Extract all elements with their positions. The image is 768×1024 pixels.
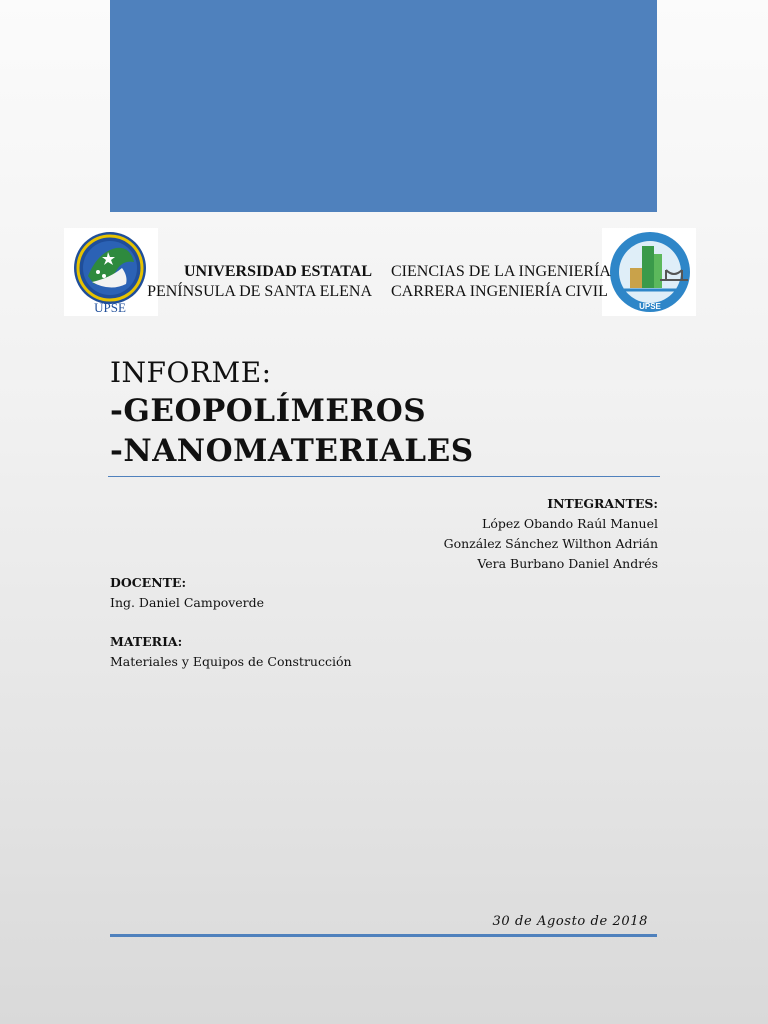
faculty-name [391, 262, 631, 302]
faculty-line2: CARRERA INGENIERÍA CIVIL [391, 283, 608, 300]
footer-divider [110, 934, 657, 937]
university-name [130, 262, 372, 302]
report-label: INFORME: [110, 356, 272, 389]
member-name: González Sánchez Wilthon Adrián [443, 536, 658, 551]
members-block [444, 494, 658, 574]
subject-name: Materiales y Equipos de Construcción [110, 654, 352, 669]
teacher-name: Ing. Daniel Campoverde [110, 595, 265, 610]
member-name: Vera Burbano Daniel Andrés [477, 556, 658, 571]
teacher-block [110, 573, 264, 613]
member-name: López Obando Raúl Manuel [482, 516, 658, 531]
subject-block [110, 632, 352, 672]
university-line2: PENÍNSULA DE SANTA ELENA [147, 283, 372, 300]
faculty-line1: CIENCIAS DE LA INGENIERÍA [391, 263, 611, 280]
report-topic-1: -GEOPOLÍMEROS [110, 393, 427, 429]
title-divider [108, 476, 660, 477]
report-date: 30 de Agosto de 2018 [492, 914, 648, 929]
header-color-block [110, 0, 657, 212]
subject-label: MATERIA: [110, 634, 183, 649]
svg-text:UPSE: UPSE [94, 300, 126, 315]
svg-text:UPSE: UPSE [639, 302, 661, 311]
report-topic-2: -NANOMATERIALES [110, 433, 474, 469]
members-label: INTEGRANTES: [547, 496, 658, 511]
teacher-label: DOCENTE: [110, 575, 187, 590]
university-line1: UNIVERSIDAD ESTATAL [183, 263, 372, 280]
